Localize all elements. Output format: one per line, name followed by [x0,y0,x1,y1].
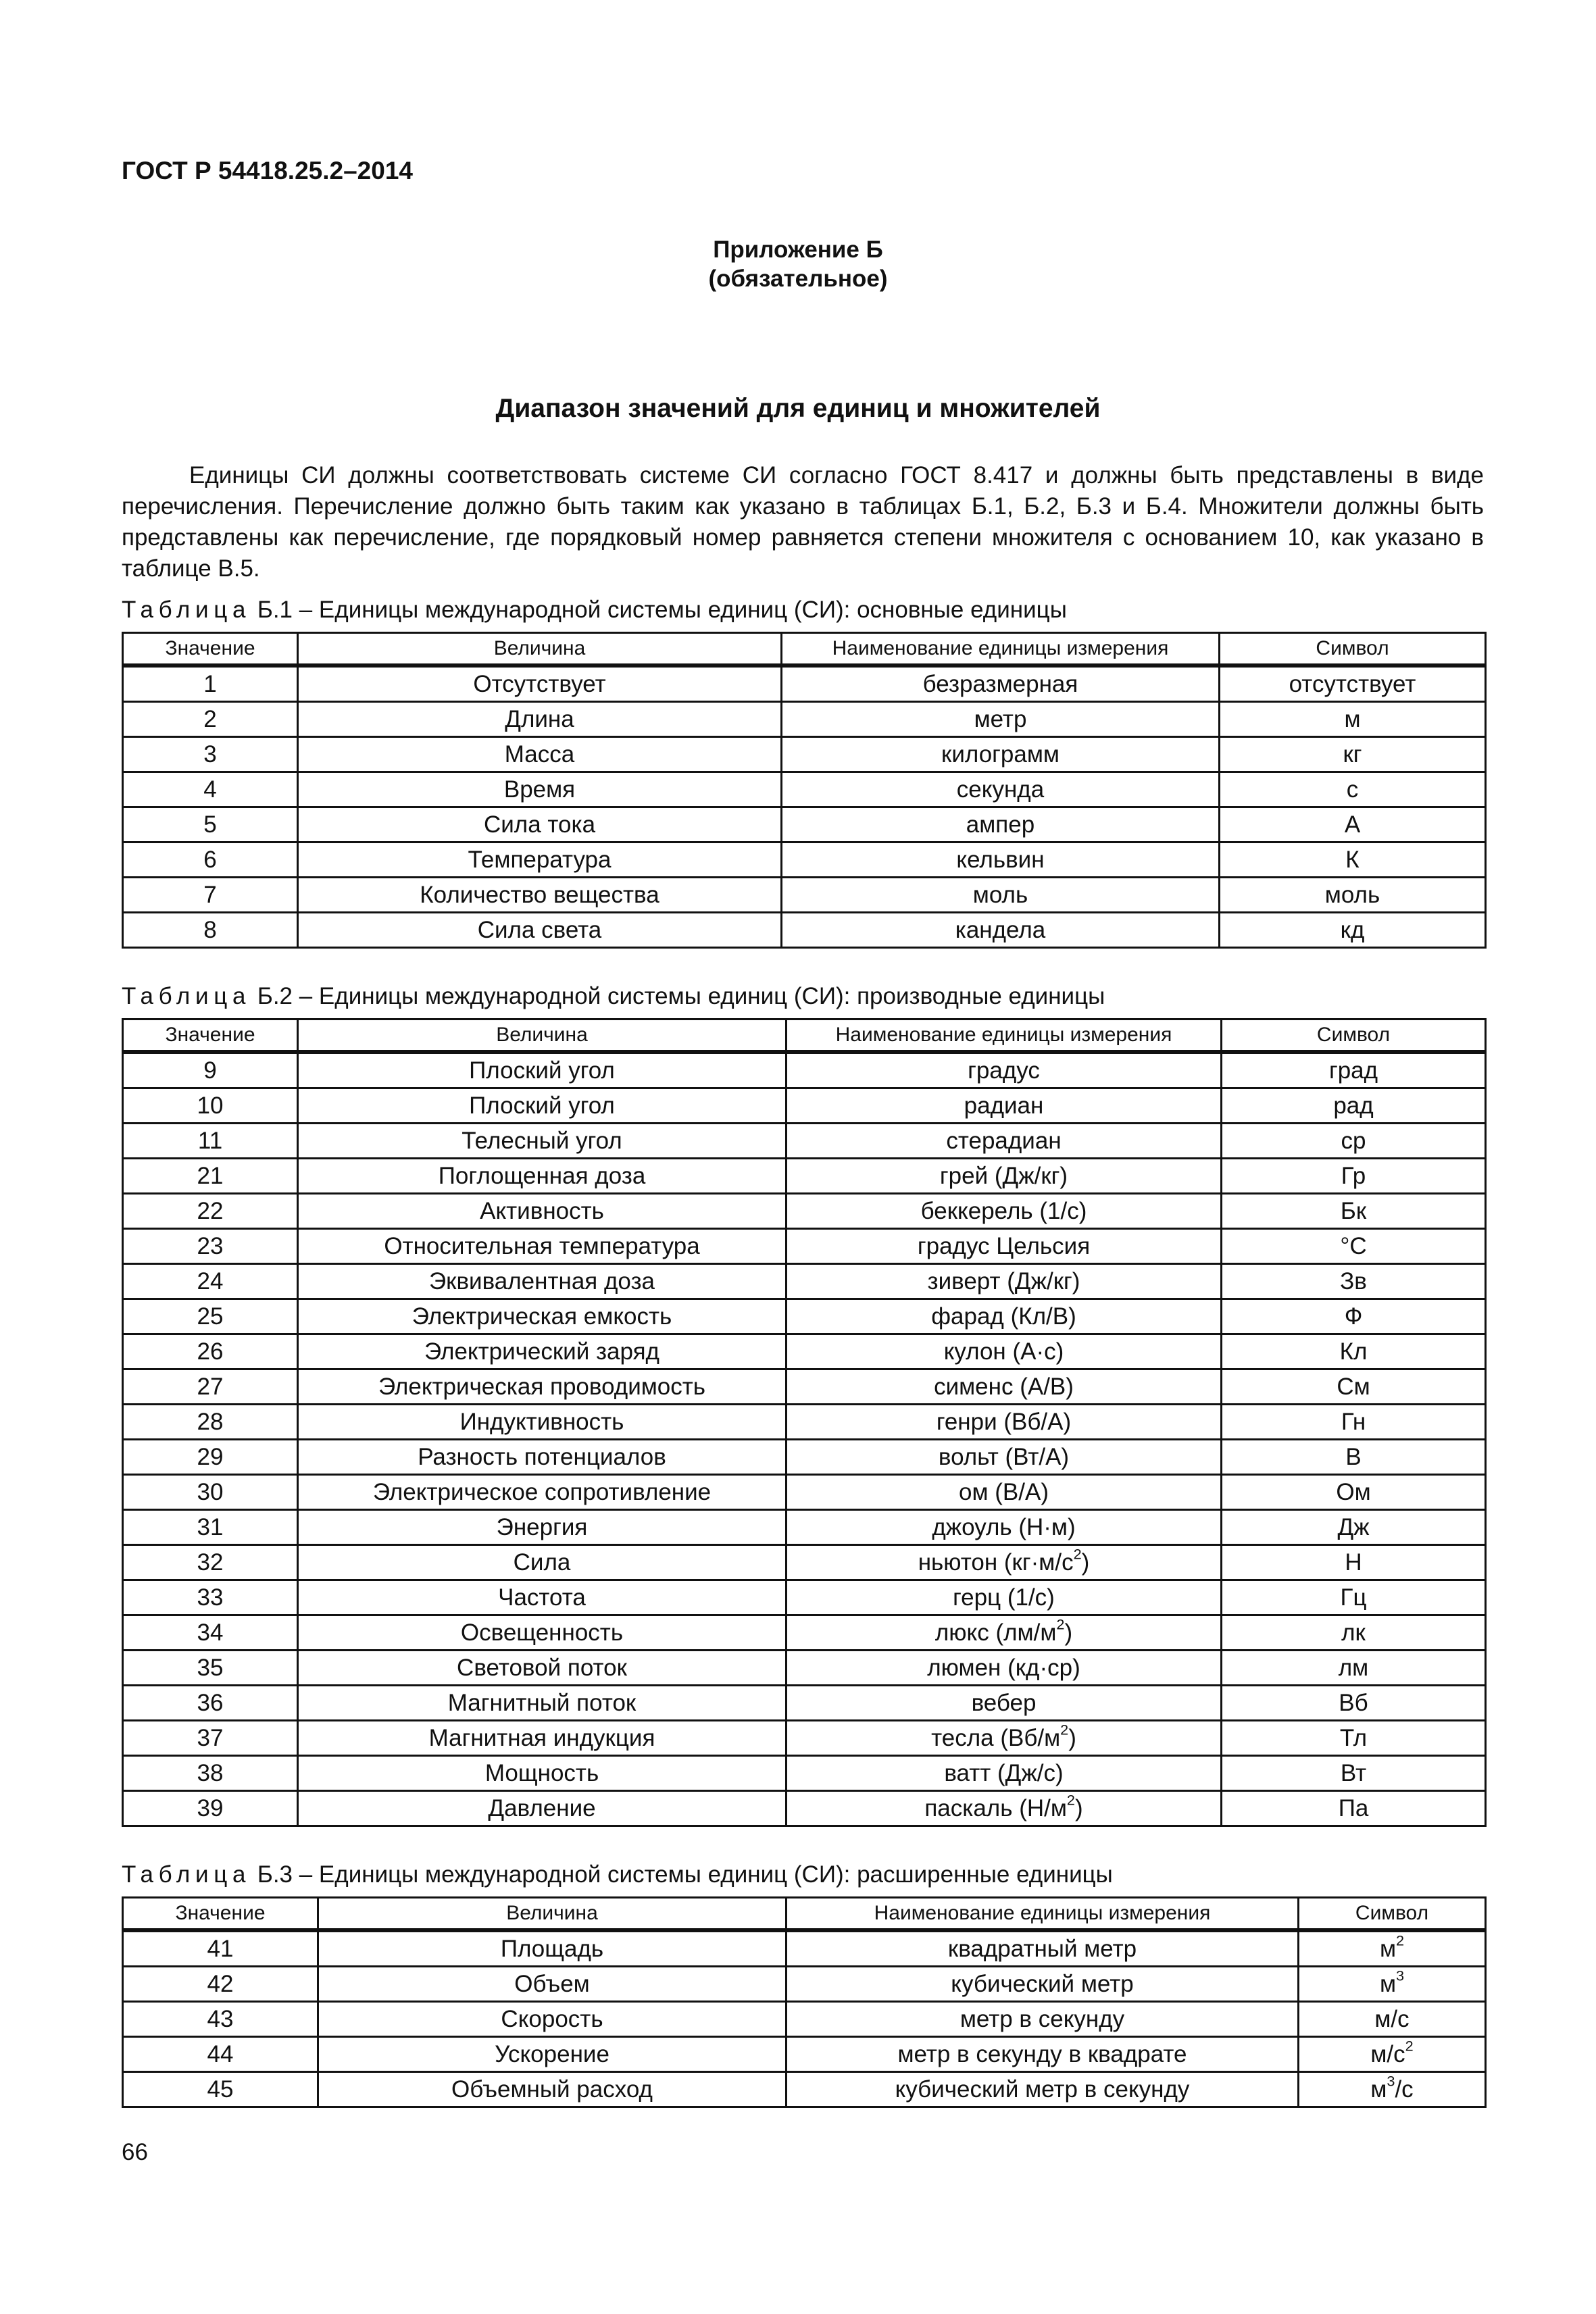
unit-name-cell: стерадиан [787,1124,1222,1159]
value-cell: 39 [123,1791,298,1826]
quantity-cell: Отсутствует [298,665,782,702]
table-row [123,772,1486,807]
table-row [123,1580,1486,1615]
unit-name-cell: секунда [782,772,1220,807]
symbol-cell: град [1222,1052,1486,1088]
symbol-cell: лк [1222,1615,1486,1651]
symbol-cell: Гц [1222,1580,1486,1615]
table-b1 [122,632,1487,949]
symbol-cell: $м^3$ [1299,1967,1486,2002]
quantity-cell: Сила тока [298,807,782,842]
table-row [123,1194,1486,1229]
value-cell: 44 [123,2037,318,2072]
quantity-cell: Активность [298,1194,787,1229]
symbol-cell: лм [1222,1651,1486,1686]
quantity-cell: Ускорение [318,2037,787,2072]
value-cell: 45 [123,2072,318,2107]
quantity-cell: Эквивалентная доза [298,1264,787,1299]
value-cell: 34 [123,1615,298,1651]
table-row [123,1369,1486,1405]
value-cell: 8 [123,913,298,948]
unit-name-cell: джоуль (Н·м) [787,1510,1222,1545]
quantity-cell: Световой поток [298,1651,787,1686]
column-header: Величина [318,1898,787,1931]
symbol-cell: рад [1222,1088,1486,1124]
symbol-cell: $м^2$ [1299,1930,1486,1967]
unit-name-cell: тесла $(Вб/м^2)$ [787,1721,1222,1756]
unit-name-cell: килограмм [782,737,1220,772]
unit-name-cell: градус Цельсия [787,1229,1222,1264]
symbol-cell: Зв [1222,1264,1486,1299]
intro-paragraph: Единицы СИ должны соответствовать системе СИ согласно ГОСТ 8.417 и должны быть представлены в виде перечисления. Перечисление должно быть таким как указано в таблицах Б.1, Б.2, Б.3 и Б.4. Множители должны быть представлены как перечисление, где порядковый номер равняется степени множителя с основанием 10, как указано в таблице В.5. [122,462,1484,582]
symbol-cell: °C [1222,1229,1486,1264]
symbol-cell: Дж [1222,1510,1486,1545]
value-cell: 29 [123,1440,298,1475]
quantity-cell: Освещенность [298,1615,787,1651]
unit-name-cell: вебер [787,1686,1222,1721]
symbol-cell: Ом [1222,1475,1486,1510]
table-row [123,842,1486,878]
unit-name-cell: кандела [782,913,1220,948]
symbol-cell: Тл [1222,1721,1486,1756]
quantity-cell: Скорость [318,2002,787,2037]
symbol-cell: В [1222,1440,1486,1475]
symbol-cell: с [1220,772,1486,807]
table-row [123,1930,1486,1967]
table-row [123,1545,1486,1580]
symbol-cell: кд [1220,913,1486,948]
quantity-cell: Частота [298,1580,787,1615]
value-cell: 38 [123,1756,298,1791]
column-header: Наименование единицы измерения [782,633,1220,666]
value-cell: 11 [123,1124,298,1159]
table-row [123,1615,1486,1651]
table-row [123,737,1486,772]
quantity-cell: Объем [318,1967,787,2002]
value-cell: 27 [123,1369,298,1405]
unit-name-cell: метр в секунду [787,2002,1299,2037]
quantity-cell: Время [298,772,782,807]
quantity-cell: Электрическая емкость [298,1299,787,1334]
value-cell: 7 [123,878,298,913]
annex-title: Приложение Б [713,236,883,263]
table-row [123,1967,1486,2002]
quantity-cell: Электрическое сопротивление [298,1475,787,1510]
table-row [123,1229,1486,1264]
table-row [123,1052,1486,1088]
unit-name-cell: кулон (А·с) [787,1334,1222,1369]
table-row [123,2002,1486,2037]
value-cell: 4 [123,772,298,807]
page-number: 66 [122,2139,148,2165]
unit-name-cell: метр в секунду в квадрате [787,2037,1299,2072]
table-header-row [123,1020,1486,1053]
table-row [123,2037,1486,2072]
unit-name-cell: квадратный метр [787,1930,1299,1967]
quantity-cell: Плоский угол [298,1088,787,1124]
value-cell: 1 [123,665,298,702]
value-cell: 42 [123,1967,318,2002]
quantity-cell: Масса [298,737,782,772]
column-header: Значение [123,633,298,666]
value-cell: 23 [123,1229,298,1264]
table-row [123,1791,1486,1826]
quantity-cell: Телесный угол [298,1124,787,1159]
table-b2-caption: Таблица Б.2 – Единицы международной системы единиц (СИ): производные единицы [122,983,1105,1009]
symbol-cell: $м^3/с$ [1299,2072,1486,2107]
quantity-cell: Плоский угол [298,1052,787,1088]
symbol-cell: Бк [1222,1194,1486,1229]
table-row [123,1299,1486,1334]
unit-name-cell: паскаль $(Н/м^2)$ [787,1791,1222,1826]
table-row [123,1124,1486,1159]
value-cell: 37 [123,1721,298,1756]
unit-name-cell: люкс $(лм/м^2)$ [787,1615,1222,1651]
value-cell: 41 [123,1930,318,1967]
unit-name-cell: градус [787,1052,1222,1088]
value-cell: 43 [123,2002,318,2037]
table-row [123,1651,1486,1686]
column-header: Наименование единицы измерения [787,1898,1299,1931]
quantity-cell: Длина [298,702,782,737]
section-title: Диапазон значений для единиц и множителей [495,394,1101,423]
table-b1-caption: Таблица Б.1 – Единицы международной системы единиц (СИ): основные единицы [122,597,1067,623]
quantity-cell: Поглощенная доза [298,1159,787,1194]
symbol-cell: ср [1222,1124,1486,1159]
value-cell: 30 [123,1475,298,1510]
table-header-row [123,1898,1486,1931]
value-cell: 28 [123,1405,298,1440]
unit-name-cell: метр [782,702,1220,737]
unit-name-cell: ом (В/А) [787,1475,1222,1510]
column-header: Величина [298,1020,787,1053]
column-header: Наименование единицы измерения [787,1020,1222,1053]
unit-name-cell: радиан [787,1088,1222,1124]
unit-name-cell: генри (Вб/А) [787,1405,1222,1440]
quantity-cell: Сила [298,1545,787,1580]
symbol-cell: Па [1222,1791,1486,1826]
unit-name-cell: зиверт (Дж/кг) [787,1264,1222,1299]
unit-name-cell: люмен (кд·ср) [787,1651,1222,1686]
table-row [123,1264,1486,1299]
unit-name-cell: герц (1/с) [787,1580,1222,1615]
symbol-cell: м [1220,702,1486,737]
symbol-cell: Кл [1222,1334,1486,1369]
table-row [123,665,1486,702]
document-code: ГОСТ Р 54418.25.2–2014 [122,157,413,184]
unit-name-cell: ампер [782,807,1220,842]
quantity-cell: Магнитная индукция [298,1721,787,1756]
unit-name-cell: моль [782,878,1220,913]
table-row [123,1475,1486,1510]
table-row [123,807,1486,842]
symbol-cell: Гн [1222,1405,1486,1440]
table-row [123,2072,1486,2107]
unit-name-cell: сименс (А/В) [787,1369,1222,1405]
table-row [123,913,1486,948]
value-cell: 24 [123,1264,298,1299]
table-row [123,1159,1486,1194]
table-b3 [122,1896,1487,2108]
column-header: Значение [123,1020,298,1053]
value-cell: 22 [123,1194,298,1229]
quantity-cell: Давление [298,1791,787,1826]
table-row [123,1334,1486,1369]
quantity-cell: Количество вещества [298,878,782,913]
unit-name-cell: ватт (Дж/с) [787,1756,1222,1791]
quantity-cell: Индуктивность [298,1405,787,1440]
column-header: Символ [1299,1898,1486,1931]
annex-status: (обязательное) [708,266,888,292]
unit-name-cell: ньютон $(кг\cdot м/с^2)$ [787,1545,1222,1580]
value-cell: 25 [123,1299,298,1334]
symbol-cell: моль [1220,878,1486,913]
symbol-cell: Н [1222,1545,1486,1580]
table-b2 [122,1018,1487,1827]
symbol-cell: Вт [1222,1756,1486,1791]
value-cell: 35 [123,1651,298,1686]
symbol-cell: Вб [1222,1686,1486,1721]
symbol-cell: м/с [1299,2002,1486,2037]
column-header: Значение [123,1898,318,1931]
unit-name-cell: фарад (Кл/В) [787,1299,1222,1334]
table-row [123,1756,1486,1791]
unit-name-cell: безразмерная [782,665,1220,702]
quantity-cell: Сила света [298,913,782,948]
symbol-cell: См [1222,1369,1486,1405]
value-cell: 33 [123,1580,298,1615]
value-cell: 21 [123,1159,298,1194]
symbol-cell: А [1220,807,1486,842]
value-cell: 36 [123,1686,298,1721]
symbol-cell: кг [1220,737,1486,772]
value-cell: 5 [123,807,298,842]
value-cell: 3 [123,737,298,772]
quantity-cell: Электрический заряд [298,1334,787,1369]
value-cell: 2 [123,702,298,737]
column-header: Символ [1222,1020,1486,1053]
quantity-cell: Электрическая проводимость [298,1369,787,1405]
table-row [123,878,1486,913]
quantity-cell: Энергия [298,1510,787,1545]
symbol-cell: К [1220,842,1486,878]
unit-name-cell: кельвин [782,842,1220,878]
unit-name-cell: грей (Дж/кг) [787,1159,1222,1194]
column-header: Символ [1220,633,1486,666]
value-cell: 9 [123,1052,298,1088]
symbol-cell: Ф [1222,1299,1486,1334]
quantity-cell: Объемный расход [318,2072,787,2107]
table-header-row [123,633,1486,666]
column-header: Величина [298,633,782,666]
quantity-cell: Магнитный поток [298,1686,787,1721]
quantity-cell: Площадь [318,1930,787,1967]
table-row [123,1440,1486,1475]
unit-name-cell: кубический метр в секунду [787,2072,1299,2107]
unit-name-cell: кубический метр [787,1967,1299,2002]
quantity-cell: Относительная температура [298,1229,787,1264]
quantity-cell: Мощность [298,1756,787,1791]
symbol-cell: $м/с^2$ [1299,2037,1486,2072]
table-row [123,1405,1486,1440]
value-cell: 31 [123,1510,298,1545]
quantity-cell: Температура [298,842,782,878]
table-row [123,1510,1486,1545]
value-cell: 6 [123,842,298,878]
symbol-cell: Гр [1222,1159,1486,1194]
table-row [123,1721,1486,1756]
quantity-cell: Разность потенциалов [298,1440,787,1475]
table-row [123,1686,1486,1721]
value-cell: 32 [123,1545,298,1580]
unit-name-cell: беккерель (1/с) [787,1194,1222,1229]
symbol-cell: отсутствует [1220,665,1486,702]
table-b3-caption: Таблица Б.3 – Единицы международной системы единиц (СИ): расширенные единицы [122,1861,1113,1888]
value-cell: 26 [123,1334,298,1369]
table-row [123,702,1486,737]
value-cell: 10 [123,1088,298,1124]
unit-name-cell: вольт (Вт/А) [787,1440,1222,1475]
table-row [123,1088,1486,1124]
